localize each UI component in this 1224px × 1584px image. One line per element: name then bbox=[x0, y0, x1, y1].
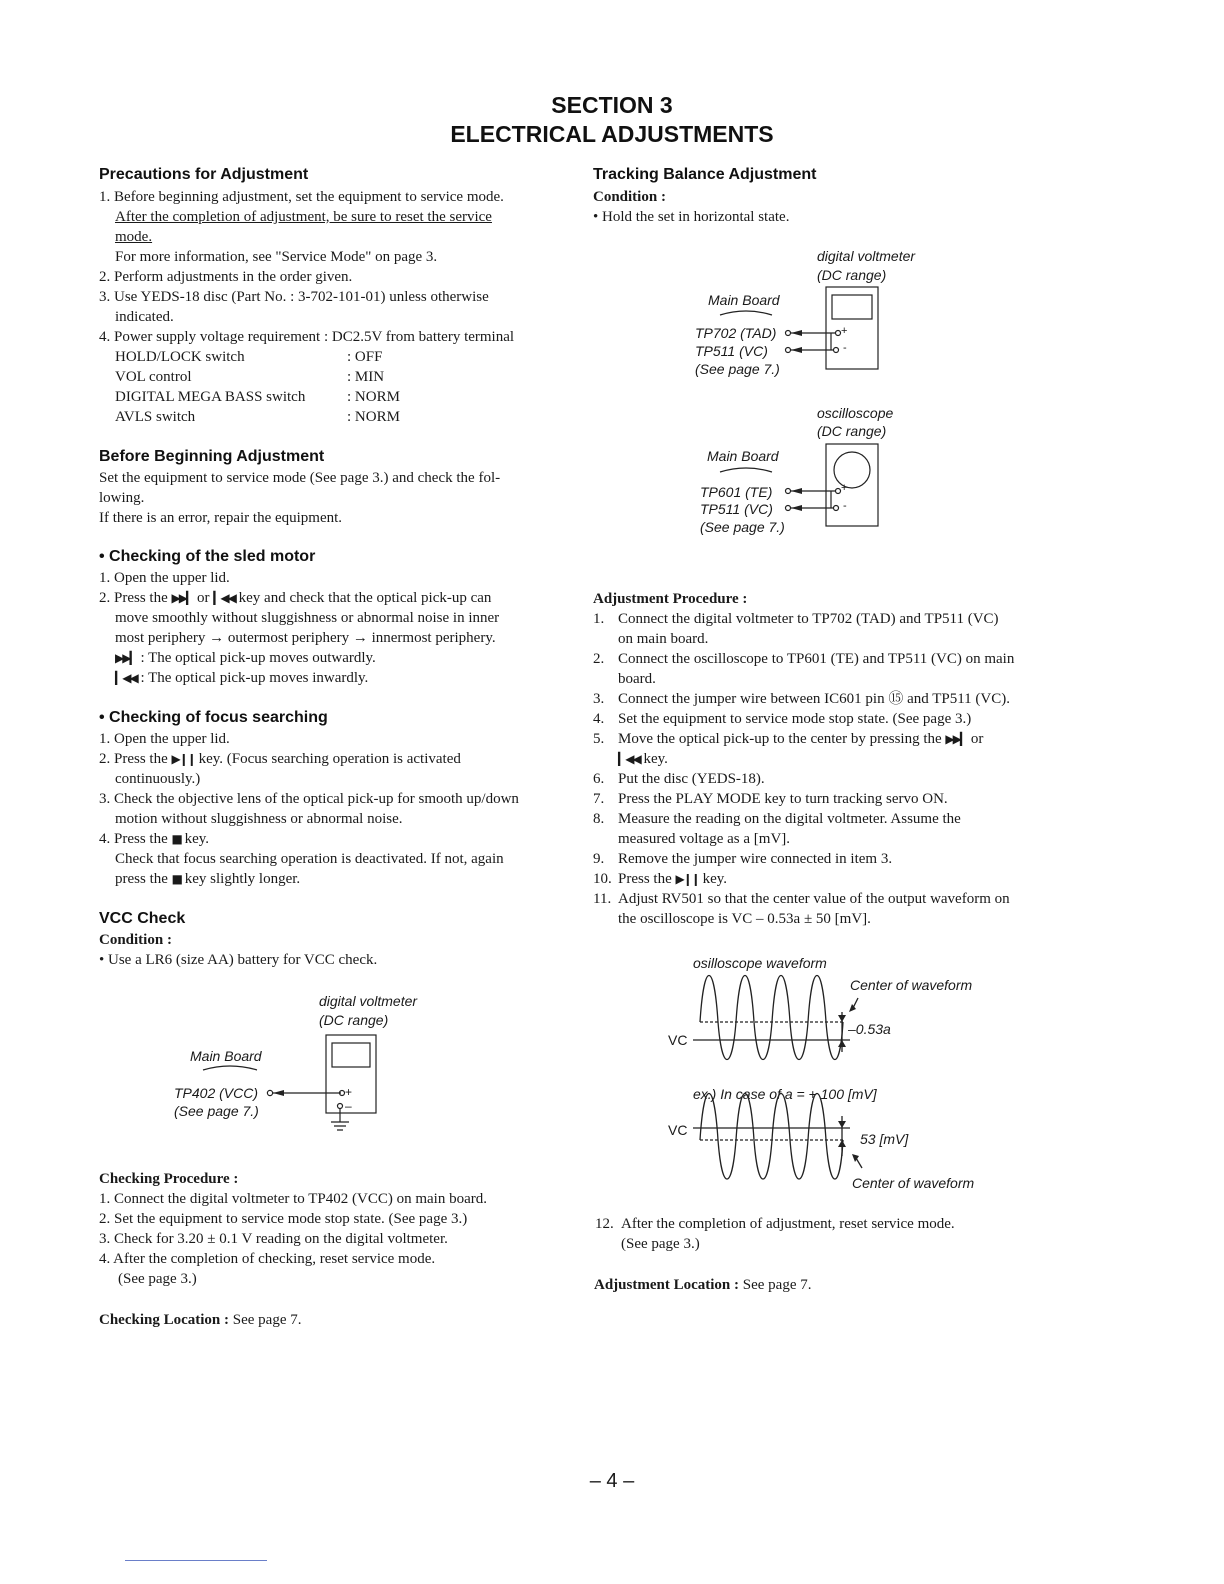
vcc-location bbox=[99, 1310, 302, 1330]
focus-step: 1. Open the upper lid. bbox=[99, 731, 230, 747]
adj-step-num: 8. bbox=[593, 811, 605, 827]
before-heading: Before Beginning Adjustment bbox=[99, 448, 325, 465]
adj-step-text: Move the optical pick-up to the center by pressing the bbox=[618, 731, 942, 747]
focus-step bbox=[99, 749, 461, 769]
tp511-label: TP511 (VC) bbox=[700, 501, 773, 517]
rev-key-icon: ▎◀◀ bbox=[213, 591, 235, 605]
wave2-value-label: 53 [mV] bbox=[860, 1131, 909, 1147]
focus-text: motion without sluggishness or abnormal noise. bbox=[115, 811, 403, 827]
vcc-meter-range: (DC range) bbox=[319, 1012, 389, 1028]
board-bracket-icon bbox=[720, 311, 772, 315]
sled-step bbox=[99, 588, 491, 608]
sine-wave bbox=[700, 1094, 843, 1180]
adj-step-text: on main board. bbox=[618, 631, 709, 647]
tracking-condition: • Hold the set in horizontal state. bbox=[593, 209, 790, 225]
precaution-1-warning-end: mode. bbox=[115, 229, 153, 245]
precaution-3-cont: indicated. bbox=[115, 309, 174, 325]
adj-step-num: 5. bbox=[593, 731, 605, 747]
precaution-2: 2. Perform adjustments in the order given. bbox=[99, 269, 353, 285]
tp702-label: TP702 (TAD) bbox=[695, 325, 777, 341]
adj-step-text: Set the equipment to service mode stop state. (See page 3.) bbox=[618, 711, 972, 727]
setting-label: DIGITAL MEGA BASS switch bbox=[115, 389, 306, 405]
adj-step-num: 2. bbox=[593, 651, 605, 667]
dvm-label: digital voltmeter bbox=[817, 248, 916, 264]
before-text: lowing. bbox=[99, 490, 145, 506]
sled-step: 1. Open the upper lid. bbox=[99, 570, 230, 586]
focus-text: 4. Press the bbox=[99, 831, 168, 847]
before-text: If there is an error, repair the equipment. bbox=[99, 510, 343, 526]
focus-step: 3. Check the objective lens of the optical pick-up for smooth up/down bbox=[99, 791, 519, 807]
sled-rev-desc: : The optical pick-up moves inwardly. bbox=[140, 670, 369, 686]
waveform-2 bbox=[0, 0, 1, 1]
tracking-condition-label: Condition : bbox=[593, 189, 666, 205]
adj-location bbox=[594, 1275, 811, 1295]
board-bracket-icon bbox=[203, 1066, 257, 1070]
page-number: – 4 – bbox=[589, 1470, 635, 1492]
adj-step-num: 6. bbox=[593, 771, 605, 787]
vcc-heading: VCC Check bbox=[99, 910, 186, 927]
adj-step-10 bbox=[618, 869, 727, 889]
precaution-4: 4. Power supply voltage requirement : DC2.5V from battery terminal bbox=[99, 329, 515, 345]
precaution-1-more: For more information, see "Service Mode" on page 3. bbox=[115, 249, 438, 265]
adj-procedure-label: Adjustment Procedure : bbox=[593, 591, 748, 607]
vcc-step: 3. Check for 3.20 ± 0.1 V reading on the digital voltmeter. bbox=[99, 1231, 448, 1247]
footer-rule bbox=[125, 1560, 267, 1561]
rev-key-icon: ▎◀◀ bbox=[618, 752, 640, 766]
setting-label: AVLS switch bbox=[115, 409, 196, 425]
fwd-key-icon: ▶▶▎ bbox=[945, 732, 968, 746]
sled-fwd-desc: : The optical pick-up moves outwardly. bbox=[140, 650, 376, 666]
focus-text: 2. Press the bbox=[99, 751, 168, 767]
sled-fwd-row bbox=[115, 648, 376, 668]
vcc-procedure-label: Checking Procedure : bbox=[99, 1171, 239, 1187]
sled-heading: • Checking of the sled motor bbox=[99, 548, 316, 565]
sled-text: most periphery → outermost periphery → innermost periphery. bbox=[115, 630, 496, 646]
dvm-range: (DC range) bbox=[817, 267, 887, 283]
vcc-step: 2. Set the equipment to service mode stop state. (See page 3.) bbox=[99, 1211, 468, 1227]
osc-minus: - bbox=[843, 500, 847, 512]
focus-text: key. bbox=[184, 831, 210, 847]
vcc-step: 4. After the completion of checking, reset service mode. bbox=[99, 1251, 436, 1267]
play-pause-key-icon: ▶❙❙ bbox=[675, 872, 699, 886]
tracking-heading: Tracking Balance Adjustment bbox=[593, 166, 817, 183]
vcc-meter-label: digital voltmeter bbox=[319, 993, 418, 1009]
vcc-see-label: (See page 7.) bbox=[174, 1103, 259, 1119]
vcc-step: (See page 3.) bbox=[118, 1271, 197, 1287]
tp601-label: TP601 (TE) bbox=[700, 484, 773, 500]
wave1-center-label: Center of waveform bbox=[850, 977, 973, 993]
vcc-location-value: See page 7. bbox=[229, 1312, 302, 1328]
vcc-tp-label: TP402 (VCC) bbox=[174, 1085, 259, 1101]
adj-step-text: Measure the reading on the digital voltmeter. Assume the bbox=[618, 811, 961, 827]
rev-key-icon: ▎◀◀ bbox=[115, 671, 137, 685]
adj-location-value: See page 7. bbox=[739, 1277, 812, 1293]
vcc-step: 1. Connect the digital voltmeter to TP402 (VCC) on main board. bbox=[99, 1191, 488, 1207]
adj-step-text: Put the disc (YEDS-18). bbox=[618, 771, 765, 787]
adj-step-text: or bbox=[970, 731, 984, 747]
wave1-title: osilloscope waveform bbox=[693, 955, 827, 971]
wave1-offset-label: –0.53a bbox=[848, 1021, 891, 1037]
page-title: ELECTRICAL ADJUSTMENTS bbox=[450, 121, 774, 147]
focus-step bbox=[99, 829, 209, 849]
setting-label: VOL control bbox=[115, 369, 192, 385]
vcc-minus: – bbox=[345, 1099, 352, 1113]
osc-plus: + bbox=[841, 482, 848, 494]
focus-text: key. (Focus searching operation is activated bbox=[198, 751, 461, 767]
adj-step-text: board. bbox=[618, 671, 656, 687]
osc-range: (DC range) bbox=[817, 423, 887, 439]
vcc-location-label: Checking Location : bbox=[99, 1312, 230, 1328]
sled-text: or bbox=[196, 590, 210, 606]
adj-step-text: key. bbox=[702, 871, 728, 887]
vcc-condition: • Use a LR6 (size AA) battery for VCC check. bbox=[99, 952, 378, 968]
focus-text: key slightly longer. bbox=[184, 871, 301, 887]
ground-tip bbox=[338, 1104, 343, 1109]
wave1-vc-label: VC bbox=[668, 1032, 688, 1048]
adj-step-num: 4. bbox=[593, 711, 605, 727]
adj-step-text: key. bbox=[643, 751, 668, 767]
sine-wave bbox=[700, 976, 843, 1060]
wave2-title: ex.) In case of a = + 100 [mV] bbox=[693, 1086, 877, 1102]
stop-key-icon: ■ bbox=[171, 832, 181, 846]
before-text: Set the equipment to service mode (See page 3.) and check the fol- bbox=[99, 470, 501, 486]
setting-value: : OFF bbox=[347, 349, 383, 365]
fwd-key-icon: ▶▶▎ bbox=[171, 591, 194, 605]
play-pause-key-icon: ▶❙❙ bbox=[171, 752, 195, 766]
adj-step-text: Adjust RV501 so that the center value of the output waveform on bbox=[618, 891, 1010, 907]
setting-label: HOLD/LOCK switch bbox=[115, 349, 245, 365]
pointer-line bbox=[856, 1158, 862, 1168]
vcc-plus: + bbox=[345, 1085, 353, 1099]
see-label: (See page 7.) bbox=[700, 519, 785, 535]
adj-step-text: Connect the digital voltmeter to TP702 (TAD) and TP511 (VC) bbox=[618, 611, 999, 627]
adj-step-5-cont bbox=[618, 749, 668, 769]
adj-step-num: 9. bbox=[593, 851, 605, 867]
adj-step-text: Press the bbox=[618, 871, 672, 887]
board-bracket-icon bbox=[720, 468, 772, 472]
adj-step-num: 11. bbox=[593, 891, 612, 907]
osc-label: oscilloscope bbox=[817, 405, 894, 421]
tp511-label: TP511 (VC) bbox=[695, 343, 768, 359]
precautions-heading: Precautions for Adjustment bbox=[99, 166, 309, 183]
adj-step-num: 3. bbox=[593, 691, 605, 707]
adj-step-text: Remove the jumper wire connected in item 3. bbox=[618, 851, 893, 867]
adj-step-text: measured voltage as a [mV]. bbox=[618, 831, 791, 847]
board-label: Main Board bbox=[708, 292, 780, 308]
oscilloscope-icon bbox=[826, 444, 878, 526]
adj-location-label: Adjustment Location : bbox=[594, 1277, 739, 1293]
precaution-1-warning: After the completion of adjustment, be sure to reset the service bbox=[115, 209, 492, 225]
dvm-plus: + bbox=[841, 325, 848, 337]
adj-step-text: Connect the jumper wire between IC601 pin ⑮ and TP511 (VC). bbox=[618, 691, 1011, 707]
sled-text: key and check that the optical pick-up can bbox=[238, 590, 492, 606]
adj-step-num: 12. bbox=[595, 1216, 614, 1232]
fwd-key-icon: ▶▶▎ bbox=[115, 651, 137, 665]
precaution-3: 3. Use YEDS-18 disc (Part No. : 3-702-101-01) unless otherwise bbox=[99, 289, 489, 305]
vcc-board-label: Main Board bbox=[190, 1048, 262, 1064]
adj-step-text: the oscilloscope is VC – 0.53a ± 50 [mV]. bbox=[618, 911, 871, 927]
sled-text: 2. Press the bbox=[99, 590, 168, 606]
setting-value: : NORM bbox=[347, 409, 400, 425]
sled-rev-row bbox=[115, 668, 368, 688]
adj-step-5 bbox=[618, 729, 983, 749]
stop-key-icon: ■ bbox=[171, 872, 181, 886]
sled-text: move smoothly without sluggishness or abnormal noise in inner bbox=[115, 610, 500, 626]
dvm-minus: - bbox=[843, 342, 847, 354]
setting-value: : NORM bbox=[347, 389, 400, 405]
focus-text: press the bbox=[115, 871, 168, 887]
section-number: SECTION 3 bbox=[551, 92, 673, 118]
adj-step-num: 7. bbox=[593, 791, 605, 807]
wave2-center-label: Center of waveform bbox=[852, 1175, 975, 1191]
adj-step-text: Press the PLAY MODE key to turn tracking servo ON. bbox=[618, 791, 948, 807]
precaution-1: 1. Before beginning adjustment, set the equipment to service mode. bbox=[99, 189, 504, 205]
see-label: (See page 7.) bbox=[695, 361, 780, 377]
setting-value: : MIN bbox=[347, 369, 385, 385]
focus-text: Check that focus searching operation is deactivated. If not, again bbox=[115, 851, 504, 867]
focus-heading: • Checking of focus searching bbox=[99, 709, 328, 726]
focus-text-row bbox=[115, 869, 300, 889]
voltmeter-icon bbox=[826, 287, 878, 369]
board-label: Main Board bbox=[707, 448, 779, 464]
adj-step-text: (See page 3.) bbox=[621, 1236, 700, 1252]
adj-step-num: 10. bbox=[593, 871, 612, 887]
wave2-vc-label: VC bbox=[668, 1122, 688, 1138]
adj-step-text: Connect the oscilloscope to TP601 (TE) and TP511 (VC) on main bbox=[618, 651, 1015, 667]
adj-step-text: After the completion of adjustment, reset service mode. bbox=[621, 1216, 955, 1232]
focus-text: continuously.) bbox=[115, 771, 201, 787]
adj-step-num: 1. bbox=[593, 611, 605, 627]
vcc-condition-label: Condition : bbox=[99, 932, 172, 948]
